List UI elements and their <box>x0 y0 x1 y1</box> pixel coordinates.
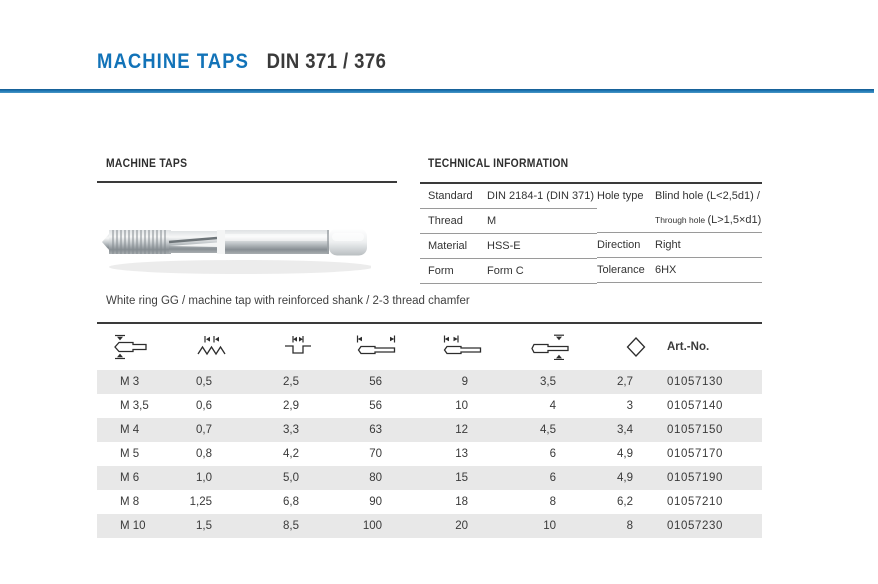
cell: 0,6 <box>196 400 212 412</box>
table-row <box>97 418 762 442</box>
machine-tap-product-photo <box>99 197 371 289</box>
square-drive-icon <box>601 323 661 370</box>
tech-right-body <box>597 183 762 283</box>
cell: 10 <box>543 520 556 532</box>
cell: 0,8 <box>196 448 212 460</box>
cell: 2,9 <box>283 400 299 412</box>
thread-length-icon <box>427 323 513 370</box>
tech-cell: M <box>487 209 597 234</box>
thread-pitch-icon <box>182 323 257 370</box>
cell: 18 <box>455 496 468 508</box>
core-hole-diameter-icon <box>257 323 344 370</box>
products-header-row <box>97 323 762 370</box>
cell: 56 <box>369 400 382 412</box>
thread-diameter-icon <box>97 323 182 370</box>
header-divider <box>0 89 874 93</box>
cell: 2,7 <box>617 376 633 388</box>
cell: M 3 <box>120 376 140 388</box>
cell: 01057170 <box>667 448 723 460</box>
table-row <box>97 370 762 394</box>
cell: 8 <box>626 520 633 532</box>
tech-row <box>597 183 762 233</box>
tech-value-line: Through hole (L>1,5×d1) <box>655 214 762 226</box>
cell: 4,5 <box>540 424 556 436</box>
cell: 13 <box>455 448 468 460</box>
cell: 12 <box>455 424 468 436</box>
cell: 1,0 <box>196 472 212 484</box>
cell: 4 <box>549 400 556 412</box>
shank-diameter-icon <box>513 323 601 370</box>
cell: 70 <box>369 448 382 460</box>
tech-value-line: Blind hole (L<2,5d1) / <box>655 190 760 202</box>
cell: 01057230 <box>667 520 723 532</box>
technical-info-heading: TECHNICAL INFORMATION <box>428 158 569 170</box>
cell: 3 <box>626 400 633 412</box>
cell: 8 <box>549 496 556 508</box>
cell: 20 <box>455 520 468 532</box>
table-row <box>97 466 762 490</box>
overall-length-icon <box>344 323 427 370</box>
tech-cell <box>655 233 762 258</box>
products-body <box>97 370 762 538</box>
product-section-divider <box>97 181 397 183</box>
tech-cell: HSS-E <box>487 234 597 259</box>
tech-cell: Thread <box>420 209 487 234</box>
technical-info-table-right <box>597 182 762 283</box>
cell: 01057190 <box>667 472 723 484</box>
tech-row <box>420 209 597 234</box>
cell: 8,5 <box>283 520 299 532</box>
product-caption: White ring GG / machine tap with reinforced shank / 2-3 thread chamfer <box>106 295 470 307</box>
cell: 0,7 <box>196 424 212 436</box>
cell: 01057150 <box>667 424 723 436</box>
cell: 01057130 <box>667 376 723 388</box>
tech-row <box>420 234 597 259</box>
cell: M 5 <box>120 448 140 460</box>
cell: 1,5 <box>196 520 212 532</box>
cell: 9 <box>461 376 468 388</box>
table-row <box>97 442 762 466</box>
cell: 5,0 <box>283 472 299 484</box>
tech-cell: Direction <box>597 233 655 258</box>
cell: 01057210 <box>667 496 723 508</box>
tech-cell: Material <box>420 234 487 259</box>
cell: 2,5 <box>283 376 299 388</box>
tech-cell: Form <box>420 259 487 284</box>
cell: M 6 <box>120 472 140 484</box>
tech-value-line: Right <box>655 239 681 251</box>
cell: M 4 <box>120 424 140 436</box>
cell: 1,25 <box>189 496 212 508</box>
cell: 6,8 <box>283 496 299 508</box>
tech-cell: Hole type <box>597 183 655 233</box>
table-row <box>97 490 762 514</box>
cell: 100 <box>362 520 382 532</box>
technical-info-table-left <box>420 182 597 284</box>
cell: 3,5 <box>540 376 556 388</box>
cell: 4,2 <box>283 448 299 460</box>
cell: 6 <box>549 448 556 460</box>
tech-cell: Standard <box>420 183 487 209</box>
tech-row <box>420 259 597 284</box>
tech-cell <box>655 183 762 233</box>
products-table <box>97 322 762 538</box>
cell: 4,9 <box>617 472 633 484</box>
cell: M 3,5 <box>120 400 149 412</box>
cell: M 8 <box>120 496 140 508</box>
cell: 10 <box>455 400 468 412</box>
page-title <box>97 50 386 74</box>
cell: 6,2 <box>617 496 633 508</box>
cell: 3,3 <box>283 424 299 436</box>
tech-cell: Tolerance <box>597 258 655 283</box>
tech-row <box>597 258 762 283</box>
tech-row <box>420 183 597 209</box>
tech-row <box>597 233 762 258</box>
page-title-secondary: DIN 371 / 376 <box>266 50 387 73</box>
cell: 4,9 <box>617 448 633 460</box>
cell: M 10 <box>120 520 146 532</box>
cell: 56 <box>369 376 382 388</box>
tech-value-line: 6HX <box>655 264 677 276</box>
table-row <box>97 514 762 538</box>
tech-cell <box>655 258 762 283</box>
cell: 01057140 <box>667 400 723 412</box>
tech-cell: Form C <box>487 259 597 284</box>
tech-left-body <box>420 183 597 284</box>
tech-value-small: Through hole <box>655 215 708 225</box>
tech-cell: DIN 2184-1 (DIN 371) <box>487 183 597 209</box>
cell: 6 <box>549 472 556 484</box>
product-section-heading: MACHINE TAPS <box>106 158 188 170</box>
page-title-primary: MACHINE TAPS <box>97 50 249 73</box>
cell: 15 <box>455 472 468 484</box>
cell: 0,5 <box>196 376 212 388</box>
art-no-header: Art.-No. <box>667 341 710 353</box>
table-row <box>97 394 762 418</box>
cell: 63 <box>369 424 382 436</box>
cell: 90 <box>369 496 382 508</box>
cell: 80 <box>369 472 382 484</box>
cell: 3,4 <box>617 424 633 436</box>
